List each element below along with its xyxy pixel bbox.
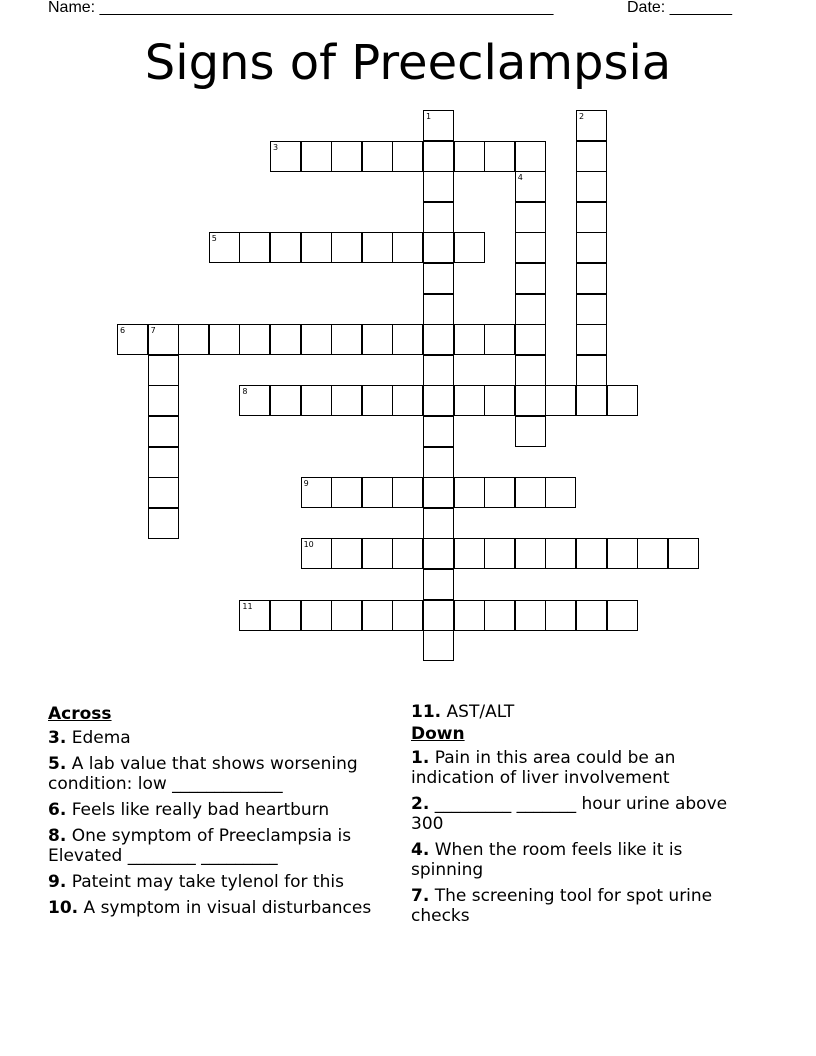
clue-number: 3. — [48, 728, 67, 748]
grid-cell[interactable] — [239, 232, 270, 263]
grid-cell[interactable] — [270, 141, 301, 172]
cell-number: 10 — [303, 540, 314, 550]
grid-cell[interactable] — [423, 508, 454, 539]
across-clue — [48, 826, 393, 866]
cell-number: 8 — [242, 387, 248, 397]
grid-cell[interactable] — [362, 538, 393, 569]
clue-number: 10. — [48, 898, 79, 918]
clue-text: The screening tool for spot urine checks — [411, 886, 713, 926]
grid-cell[interactable] — [239, 600, 270, 631]
grid-cell[interactable] — [515, 538, 546, 569]
clue-number: 8. — [48, 826, 67, 846]
grid-cell[interactable] — [423, 385, 454, 416]
grid-cell[interactable] — [576, 385, 607, 416]
grid-cell[interactable] — [392, 385, 423, 416]
grid-cell[interactable] — [576, 171, 607, 202]
cell-number: 1 — [426, 112, 432, 121]
grid-cell[interactable] — [545, 477, 576, 508]
grid-cell[interactable] — [484, 477, 515, 508]
grid-cell[interactable] — [301, 324, 332, 355]
grid-cell[interactable] — [423, 294, 454, 325]
grid-cell[interactable] — [331, 477, 362, 508]
grid-cell[interactable] — [545, 385, 576, 416]
clue-text: _________ _______ hour urine above 300 — [411, 794, 728, 834]
grid-cell[interactable] — [331, 324, 362, 355]
cell-number: 4 — [517, 173, 523, 183]
grid-cell[interactable] — [148, 385, 179, 416]
grid-cell[interactable] — [270, 385, 301, 416]
grid-cell[interactable] — [148, 447, 179, 478]
grid-cell[interactable] — [576, 141, 607, 172]
grid-cell[interactable] — [515, 263, 546, 294]
grid-cell[interactable] — [607, 600, 638, 631]
grid-cell[interactable] — [301, 232, 332, 263]
clue-text: Pain in this area could be an indication of liver involvement — [411, 748, 676, 788]
cell-number: 6 — [120, 326, 126, 336]
grid-cell[interactable] — [362, 600, 393, 631]
grid-cell[interactable] — [576, 324, 607, 355]
across-clue — [48, 898, 393, 918]
grid-cell[interactable] — [515, 600, 546, 631]
grid-cell[interactable] — [515, 171, 546, 202]
grid-cell[interactable] — [668, 538, 699, 569]
grid-cell[interactable] — [301, 385, 332, 416]
grid-cell[interactable] — [362, 385, 393, 416]
grid-cell[interactable] — [423, 569, 454, 600]
grid-cell[interactable] — [515, 294, 546, 325]
down-clue — [411, 840, 756, 880]
grid-cell[interactable] — [423, 355, 454, 386]
grid-cell[interactable] — [392, 141, 423, 172]
grid-cell[interactable] — [362, 141, 393, 172]
grid-cell[interactable] — [515, 477, 546, 508]
grid-cell[interactable] — [239, 324, 270, 355]
grid-cell[interactable] — [545, 538, 576, 569]
grid-cell[interactable] — [454, 141, 485, 172]
grid-cell[interactable] — [423, 232, 454, 263]
grid-cell[interactable] — [331, 600, 362, 631]
grid-cell[interactable] — [576, 263, 607, 294]
grid-cell[interactable] — [515, 202, 546, 233]
grid-cell[interactable] — [484, 538, 515, 569]
grid-cell[interactable] — [270, 324, 301, 355]
clue-number: 7. — [411, 886, 430, 906]
grid-cell[interactable] — [423, 477, 454, 508]
grid-cell[interactable] — [423, 324, 454, 355]
grid-cell[interactable] — [484, 600, 515, 631]
grid-cell[interactable] — [148, 355, 179, 386]
grid-cell[interactable] — [392, 324, 423, 355]
grid-cell[interactable] — [392, 477, 423, 508]
grid-cell[interactable] — [331, 385, 362, 416]
cell-number: 2 — [579, 112, 585, 121]
clue-text: Pateint may take tylenol for this — [71, 872, 344, 892]
grid-cell[interactable] — [607, 538, 638, 569]
grid-cell[interactable] — [392, 232, 423, 263]
across-clue — [48, 754, 393, 794]
grid-cell[interactable] — [148, 477, 179, 508]
grid-cell[interactable] — [484, 385, 515, 416]
date-field[interactable]: Date: _______ — [627, 0, 732, 16]
grid-cell[interactable] — [423, 202, 454, 233]
clue-number: 6. — [48, 800, 67, 820]
cell-number: 11 — [242, 601, 253, 611]
grid-cell[interactable] — [515, 324, 546, 355]
across-heading: Across — [48, 704, 112, 724]
grid-cell[interactable] — [576, 538, 607, 569]
grid-cell[interactable] — [576, 355, 607, 386]
grid-cell[interactable] — [362, 232, 393, 263]
grid-cell[interactable] — [545, 600, 576, 631]
grid-cell[interactable] — [117, 324, 148, 355]
grid-cell[interactable] — [331, 538, 362, 569]
grid-cell[interactable] — [484, 141, 515, 172]
clue-text: When the room feels like it is spinning — [411, 840, 683, 880]
grid-cell[interactable] — [301, 600, 332, 631]
grid-cell[interactable] — [576, 110, 607, 141]
clue-column-left — [48, 702, 393, 924]
grid-cell[interactable] — [454, 385, 485, 416]
grid-cell[interactable] — [331, 232, 362, 263]
grid-cell[interactable] — [515, 385, 546, 416]
grid-cell[interactable] — [209, 232, 240, 263]
down-clue — [411, 886, 756, 926]
grid-cell[interactable] — [148, 416, 179, 447]
grid-cell[interactable] — [576, 600, 607, 631]
clue-number: 9. — [48, 872, 67, 892]
grid-cell[interactable] — [362, 324, 393, 355]
grid-cell[interactable] — [148, 508, 179, 539]
clue-number: 2. — [411, 794, 430, 814]
grid-cell[interactable] — [301, 141, 332, 172]
grid-cell[interactable] — [331, 141, 362, 172]
grid-cell[interactable] — [423, 416, 454, 447]
clue-text: AST/ALT — [446, 702, 515, 722]
clue-text: A symptom in visual disturbances — [83, 898, 372, 918]
cell-number: 5 — [211, 234, 217, 244]
grid-cell[interactable] — [515, 232, 546, 263]
grid-cell[interactable] — [454, 477, 485, 508]
across-clue — [411, 702, 756, 722]
grid-cell[interactable] — [576, 202, 607, 233]
grid-cell[interactable] — [423, 538, 454, 569]
grid-cell[interactable] — [637, 538, 668, 569]
clue-text: One symptom of Preeclampsia is Elevated ________ _________ — [48, 826, 352, 866]
clue-number: 5. — [48, 754, 67, 774]
grid-cell[interactable] — [423, 171, 454, 202]
clue-number: 1. — [411, 748, 430, 768]
grid-cell[interactable] — [454, 600, 485, 631]
clue-text: A lab value that shows worsening condition: low _____________ — [48, 754, 358, 794]
down-clue — [411, 748, 756, 788]
grid-cell[interactable] — [392, 538, 423, 569]
clue-text: Edema — [71, 728, 131, 748]
grid-cell[interactable] — [576, 232, 607, 263]
name-field[interactable]: Name: ___________________________________________________ — [48, 0, 554, 16]
grid-cell[interactable] — [423, 600, 454, 631]
puzzle-title: Signs of Preeclampsia — [144, 35, 672, 91]
grid-cell[interactable] — [423, 110, 454, 141]
grid-cell[interactable] — [607, 385, 638, 416]
clue-number: 4. — [411, 840, 430, 860]
grid-cell[interactable] — [515, 355, 546, 386]
clue-number: 11. — [411, 702, 442, 722]
grid-cell[interactable] — [484, 324, 515, 355]
down-clue — [411, 794, 756, 834]
clue-column-right — [411, 702, 756, 932]
grid-cell[interactable] — [362, 477, 393, 508]
grid-cell[interactable] — [423, 263, 454, 294]
grid-cell[interactable] — [454, 538, 485, 569]
cell-number: 3 — [273, 142, 279, 152]
grid-cell[interactable] — [423, 447, 454, 478]
grid-cell[interactable] — [423, 630, 454, 661]
clue-text: Feels like really bad heartburn — [71, 800, 330, 820]
grid-cell[interactable] — [209, 324, 240, 355]
grid-cell[interactable] — [576, 294, 607, 325]
grid-cell[interactable] — [454, 232, 485, 263]
across-clue — [48, 872, 393, 892]
grid-cell[interactable] — [239, 385, 270, 416]
grid-cell[interactable] — [270, 232, 301, 263]
cell-number: 9 — [303, 479, 309, 489]
grid-cell[interactable] — [423, 141, 454, 172]
grid-cell[interactable] — [270, 600, 301, 631]
grid-cell[interactable] — [454, 324, 485, 355]
grid-cell[interactable] — [392, 600, 423, 631]
down-heading: Down — [411, 724, 465, 744]
across-clue — [48, 728, 393, 748]
grid-cell[interactable] — [301, 538, 332, 569]
cell-number: 7 — [150, 326, 156, 336]
grid-cell[interactable] — [148, 324, 179, 355]
grid-cell[interactable] — [515, 416, 546, 447]
grid-cell[interactable] — [301, 477, 332, 508]
grid-cell[interactable] — [515, 141, 546, 172]
across-clue — [48, 800, 393, 820]
grid-cell[interactable] — [178, 324, 209, 355]
